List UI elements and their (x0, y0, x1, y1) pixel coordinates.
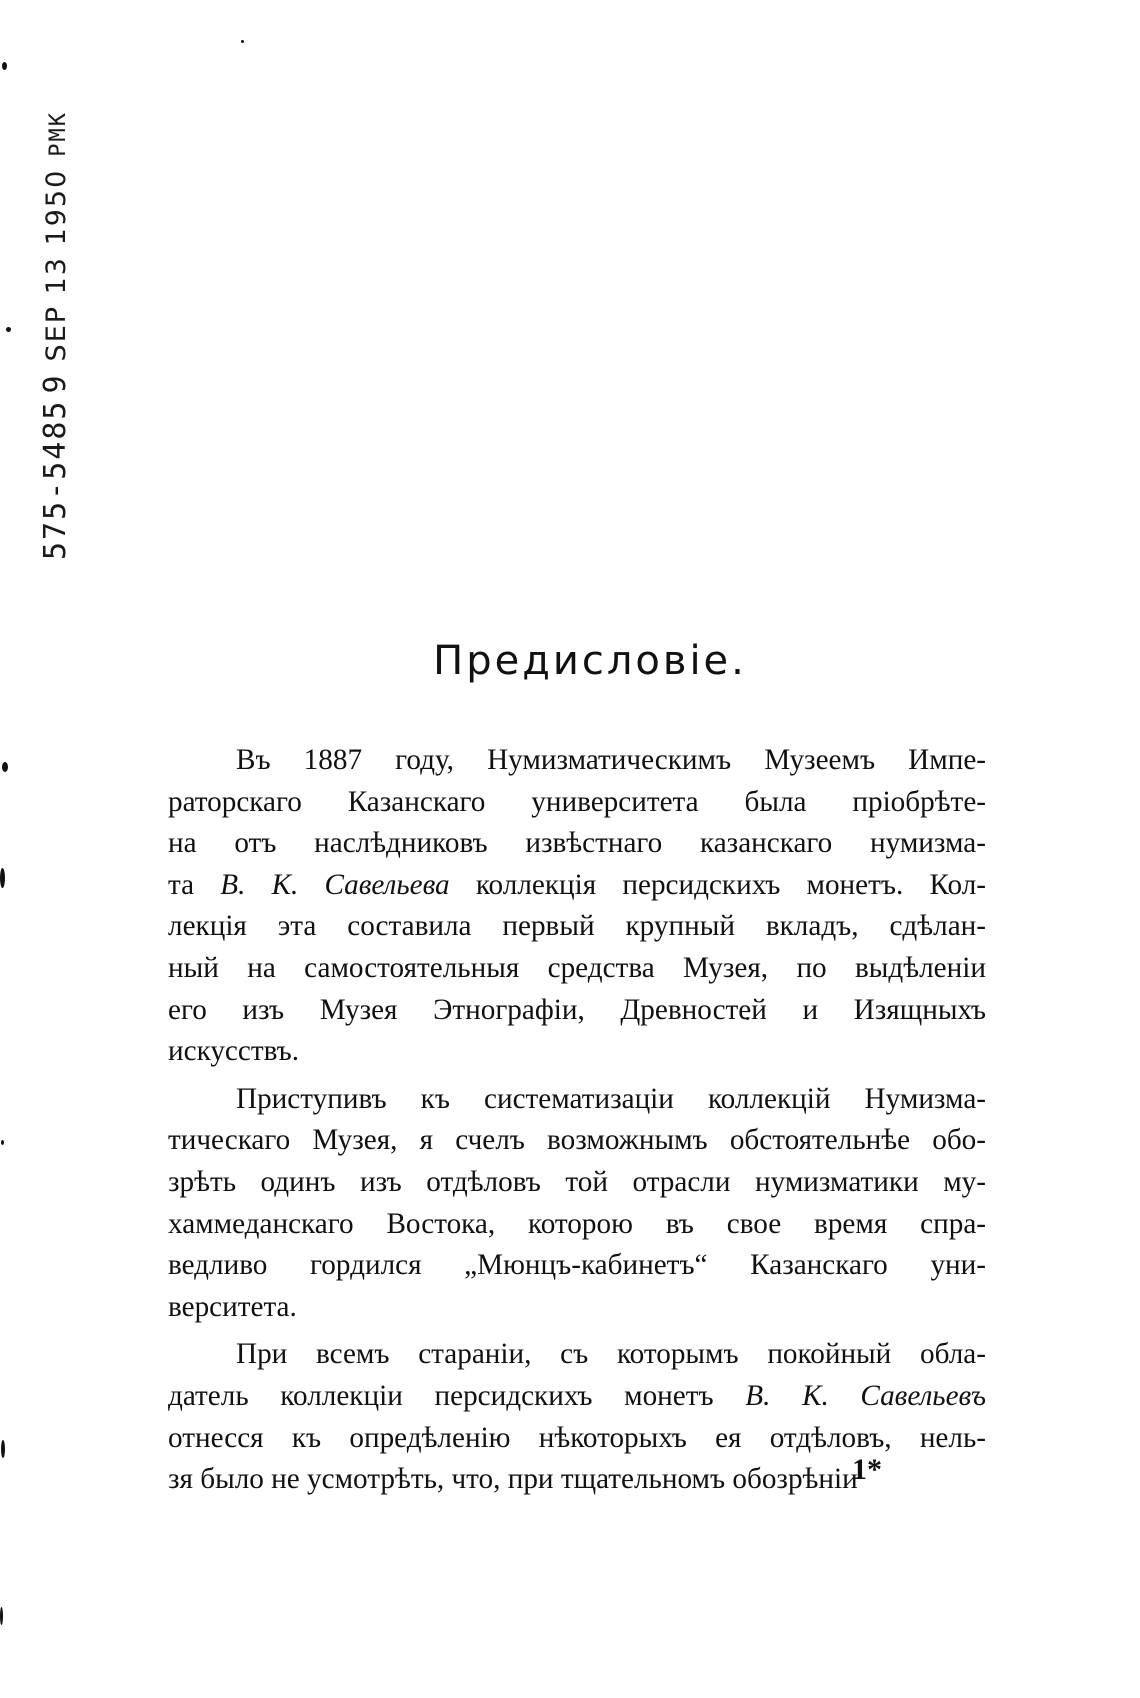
paragraph (168, 1079, 986, 1329)
text-line: верситета. (168, 1290, 297, 1323)
text-line: отнесся къ опредѣленію нѣкоторыхъ ея отдѣловъ, нель- (168, 1421, 986, 1454)
text-line: его изъ Музея Этнографіи, Древностей и Изящныхъ (168, 993, 986, 1026)
text-line: ведливо гордился „Мюнцъ-кабинетъ“ Казанскаго уни- (168, 1249, 986, 1282)
text-line: тическаго Музея, я счелъ возможнымъ обстоятельнѣе обо- (168, 1124, 986, 1157)
page-number: 1* (852, 1453, 882, 1486)
text-line: хаммеданскаго Востока, которою въ свое время спра- (168, 1207, 986, 1240)
text-line: датель коллекціи персидскихъ монетъ В. К. Савельевъ (168, 1379, 986, 1412)
text-line: зя было не усмотрѣть, что, при тщательномъ обозрѣніи (168, 1463, 858, 1496)
text-line: При всемъ стараніи, съ которымъ покойный обла- (236, 1338, 986, 1371)
text-line: искусствъ. (168, 1035, 300, 1068)
body-text (168, 740, 986, 1501)
library-stamp-text (38, 111, 73, 560)
person-name: В. К. Савельевъ (745, 1379, 986, 1412)
text-line: лекція эта составила первый крупный вкладъ, сдѣлан- (168, 910, 986, 943)
stamp-mark: PMK (46, 110, 71, 157)
text-line: зрѣть одинъ изъ отдѣловъ той отрасли нумизматики му- (168, 1165, 986, 1198)
library-stamp (18, 90, 73, 570)
text-line: раторскаго Казанскаго университета была пріобрѣте- (168, 785, 986, 818)
text-line: ный на самостоятельныя средства Музея, по выдѣленіи (168, 951, 986, 984)
page-title: Предисловіе. (433, 638, 747, 684)
text-line: Приступивъ къ систематизаціи коллекцій Нумизма- (236, 1082, 986, 1115)
stamp-code: 575-5485 (38, 399, 73, 560)
text-line: Въ 1887 году, Нумизматическимъ Музеемъ Импе- (236, 744, 986, 776)
person-name: В. К. Савельева (220, 868, 450, 901)
paragraph (168, 740, 986, 1073)
text-line: та В. К. Савельева коллекція персидскихъ монетъ. Кол- (168, 868, 986, 901)
stamp-date: SEP 13 1950 (41, 168, 72, 362)
text-line: на отъ наслѣдниковъ извѣстнаго казанскаго нумизма- (168, 827, 986, 860)
stamp-number: 9 (38, 373, 73, 394)
